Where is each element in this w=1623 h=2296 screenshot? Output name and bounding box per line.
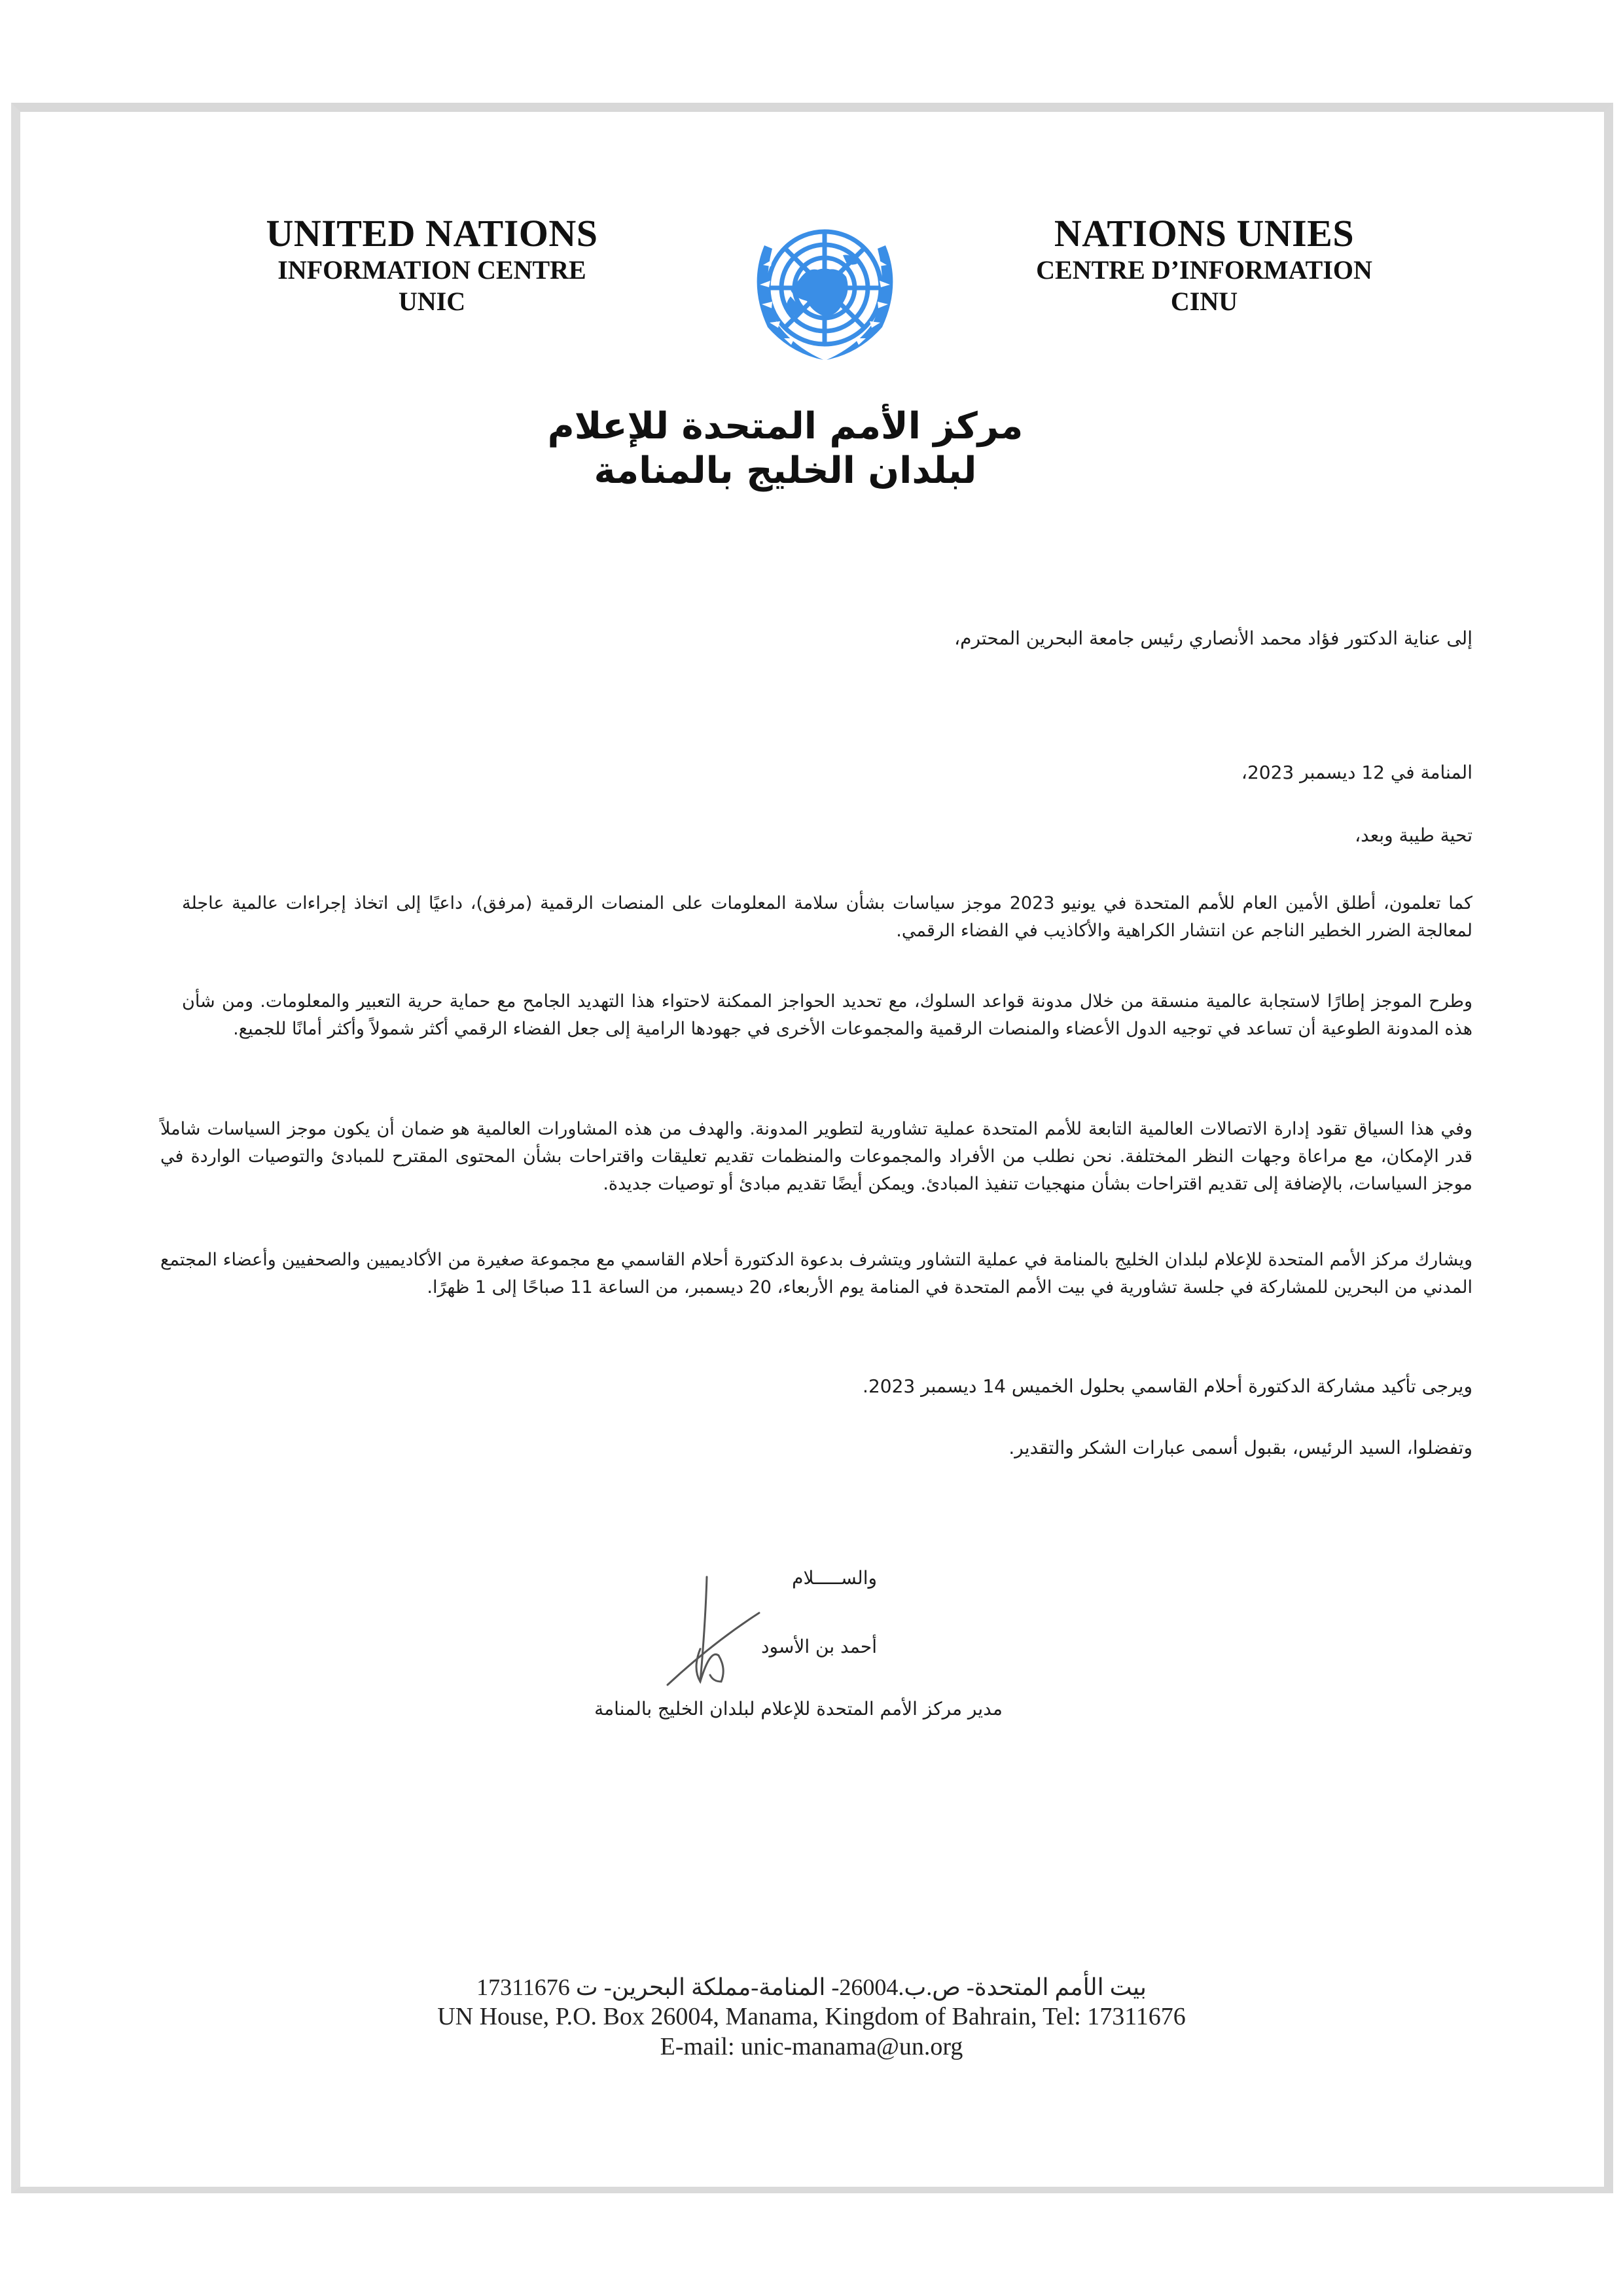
signatory-name: أحمد بن الأسود bbox=[760, 1636, 877, 1657]
org-name-fr: NATIONS UNIES bbox=[1054, 212, 1355, 255]
body-paragraph-3: وفي هذا السياق تقود إدارة الاتصالات العالمية التابعة للأمم المتحدة عملية تشاورية لتطوير المدونة. والهدف من هذه المشاورات العالمية هو ضمان أن يكون موجز السياسات شاملاً قدر الإمكان، مع مراعاة وجهات النظر المختلفة. نحن نطلب من الأفراد والمجموعات والمنظمات تقديم تعليقات واقتراحات بشأن المحتوى المقترح للمبادئ والتوصيات الواردة في موجز السياسات، بالإضافة إلى تقديم اقتراحات بشأن منهجيات تنفيذ المبادئ. ويمكن أيضًا تقديم مبادئ أو توصيات جديدة. bbox=[160, 1119, 1472, 1194]
confirmation-request: ويرجى تأكيد مشاركة الدكتورة أحلام القاسمي بحلول الخميس 14 ديسمبر 2023. bbox=[863, 1375, 1472, 1397]
letterhead-french bbox=[1008, 213, 1400, 317]
signoff-salutation: والســـــلام bbox=[792, 1567, 877, 1589]
addressee: إلى عناية الدكتور فؤاد محمد الأنصاري رئيس جامعة البحرين المحترم، bbox=[954, 627, 1472, 649]
org-subtitle-en: INFORMATION CENTRE bbox=[277, 255, 586, 285]
letterhead-english bbox=[223, 213, 641, 317]
closing-remark: وتفضلوا، السيد الرئيس، بقبول أسمى عبارات الشكر والتقدير. bbox=[1008, 1437, 1472, 1458]
letterhead-arabic bbox=[458, 404, 1113, 493]
body-paragraph-1: كما تعلمون، أطلق الأمين العام للأمم المتحدة في يونيو 2023 موجز سياسات بشأن سلامة المعلومات على المنصات الرقمية (مرفق)، داعيًا إلى اتخاذ إجراءات عالمية عاجلة لمعالجة الضرر الخطير الناجم عن انتشار الكراهية والأكاذيب في الفضاء الرقمي. bbox=[182, 893, 1472, 941]
body-paragraph-4: ويشارك مركز الأمم المتحدة للإعلام لبلدان الخليج بالمنامة في عملية التشاور ويتشرف بدعوة الدكتورة أحلام القاسمي مع مجموعة صغيرة من الأكاديميين والصحفيين وأعضاء المجتمع المدني من البحرين للمشاركة في جلسة تشاورية في بيت الأمم المتحدة في المنامة يوم الأربعاء، 20 ديسمبر، من الساعة 11 صباحًا إلى 1 ظهرًا. bbox=[160, 1250, 1472, 1298]
body-paragraph-2: وطرح الموجز إطارًا لاستجابة عالمية منسقة من خلال مدونة قواعد السلوك، مع تحديد الحواجز الممكنة لاحتواء هذا التهديد الجامح مع حماية حرية التعبير والمعلومات. ومن شأن هذه المدونة الطوعية أن تساعد في توجيه الدول الأعضاء والمنصات الرقمية والمجموعات الأخرى في جهودها الرامية إلى جعل الفضاء الرقمي أكثر شمولاً وأكثر أمانًا للجميع. bbox=[182, 991, 1472, 1039]
org-acronym-en: UNIC bbox=[398, 287, 466, 316]
org-name-en: UNITED NATIONS bbox=[266, 212, 598, 255]
handwritten-signature-icon bbox=[661, 1570, 792, 1695]
footer-address-en: UN House, P.O. Box 26004, Manama, Kingdom of Bahrain, Tel: 17311676 bbox=[437, 2003, 1186, 2030]
org-acronym-fr: CINU bbox=[1170, 287, 1238, 316]
footer bbox=[314, 1973, 1309, 2062]
org-location-ar: لبلدان الخليج بالمنامة bbox=[594, 450, 977, 492]
un-emblem-icon bbox=[738, 219, 912, 366]
greeting: تحية طيبة وبعد، bbox=[1355, 824, 1472, 846]
letter-date: المنامة في 12 ديسمبر 2023، bbox=[1241, 762, 1472, 783]
footer-address-ar: بيت الأمم المتحدة- ص.ب.26004- المنامة-مملكة البحرين- ت 17311676 bbox=[476, 1974, 1147, 2000]
org-subtitle-fr: CENTRE D’INFORMATION bbox=[1036, 255, 1372, 285]
signatory-title: مدير مركز الأمم المتحدة للإعلام لبلدان الخليج بالمنامة bbox=[594, 1698, 1003, 1720]
org-name-ar: مركز الأمم المتحدة للإعلام bbox=[547, 405, 1024, 448]
footer-email: E-mail: unic-manama@un.org bbox=[660, 2033, 963, 2060]
